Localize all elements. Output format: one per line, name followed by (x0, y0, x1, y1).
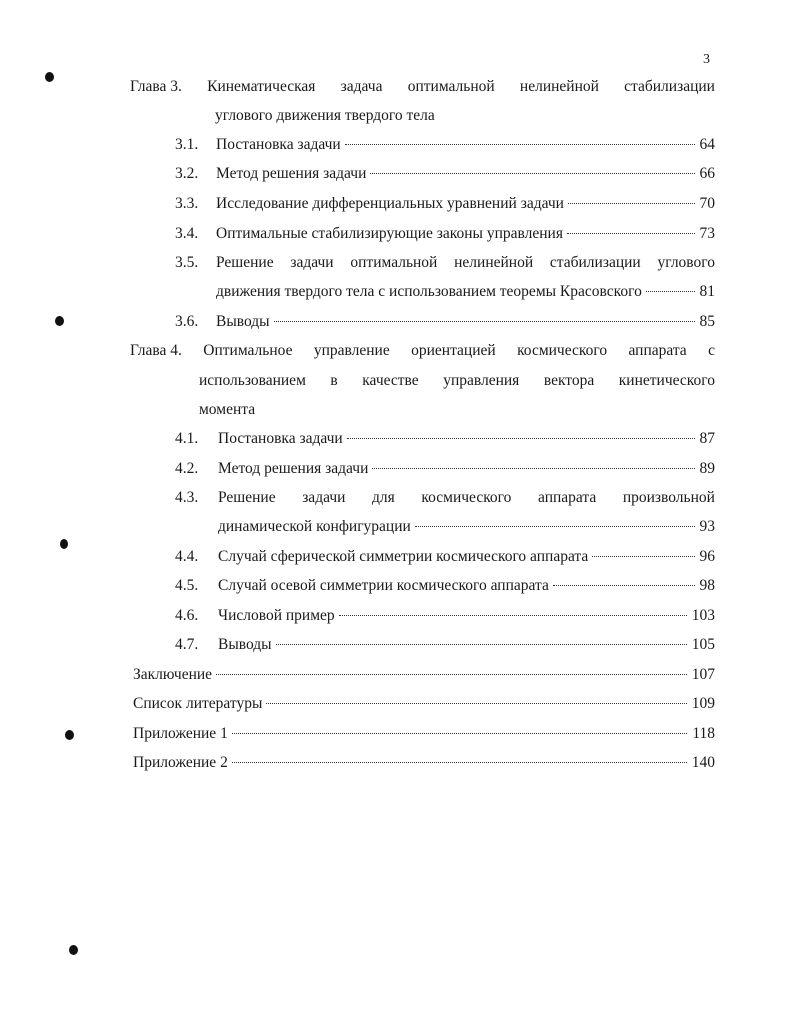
chapter3-label: Глава 3. (130, 78, 182, 95)
toc-num-3-5: 3.5. (175, 254, 199, 271)
toc-row-4-7[interactable]: 4.7. Выводы 105 (175, 636, 715, 653)
toc-row-conclusion[interactable]: Заключение 107 (133, 666, 715, 683)
dot-leader (232, 733, 687, 734)
toc-row-3-3[interactable]: 3.3. Исследование дифференциальных уравнений задачи 70 (175, 195, 715, 212)
chapter4-heading-line3: момента (199, 401, 256, 418)
dot-leader (553, 585, 695, 586)
scan-speck (65, 730, 74, 740)
toc-row-4-2[interactable]: 4.2. Метод решения задачи 89 (175, 460, 715, 477)
dot-leader (646, 291, 695, 292)
dot-leader (339, 615, 687, 616)
toc-row-4-3-line2[interactable]: динамической конфигурации 93 (218, 518, 715, 535)
dot-leader (232, 762, 687, 763)
dot-leader (567, 233, 695, 234)
scan-speck (69, 945, 78, 955)
toc-row-references[interactable]: Список литературы 109 (133, 695, 715, 712)
dot-leader (216, 674, 687, 675)
chapter4-label: Глава 4. (130, 342, 182, 359)
toc-row-4-1[interactable]: 4.1. Постановка задачи 87 (175, 430, 715, 447)
dot-leader (372, 468, 694, 469)
toc-row-3-1[interactable]: 3.1. Постановка задачи 64 (175, 136, 715, 153)
dot-leader (347, 438, 695, 439)
toc-row-3-4[interactable]: 3.4. Оптимальные стабилизирующие законы управления 73 (175, 225, 715, 242)
chapter3-heading-line2: углового движения твердого тела (215, 107, 435, 124)
scan-speck (55, 316, 64, 326)
toc-row-4-4[interactable]: 4.4. Случай сферической симметрии космического аппарата 96 (175, 548, 715, 565)
toc-row-appendix-1[interactable]: Приложение 1 118 (133, 725, 715, 742)
chapter4-heading-line1: Глава 4. Оптимальное управление ориентацией космического аппарата с (130, 342, 715, 359)
dot-leader (415, 526, 695, 527)
toc-row-appendix-2[interactable]: Приложение 2 140 (133, 754, 715, 771)
toc-row-4-6[interactable]: 4.6. Числовой пример 103 (175, 607, 715, 624)
dot-leader (274, 321, 695, 322)
dot-leader (592, 556, 694, 557)
toc-num-4-3: 4.3. (175, 489, 199, 506)
scan-speck (60, 539, 68, 549)
toc-row-3-6[interactable]: 3.6. Выводы 85 (175, 313, 715, 330)
dot-leader (266, 703, 686, 704)
chapter3-heading-line1: Глава 3. Кинематическая задача оптимальной нелинейной стабилизации (130, 78, 715, 95)
chapter4-heading-line2: использованием в качестве управления вектора кинетического (199, 372, 715, 389)
dot-leader (345, 144, 695, 145)
dot-leader (370, 173, 694, 174)
dot-leader (276, 644, 687, 645)
page-number: 3 (703, 52, 710, 67)
toc-row-3-5-line1[interactable]: Решение задачи оптимальной нелинейной стабилизации углового (216, 254, 715, 271)
toc-row-3-2[interactable]: 3.2. Метод решения задачи 66 (175, 165, 715, 182)
toc-row-3-5-line2[interactable]: движения твердого тела с использованием теоремы Красовского 81 (216, 283, 715, 300)
scan-speck (45, 72, 54, 82)
toc-row-4-3-line1[interactable]: Решение задачи для космического аппарата произвольной (218, 489, 715, 506)
toc-row-4-5[interactable]: 4.5. Случай осевой симметрии космического аппарата 98 (175, 577, 715, 594)
dot-leader (568, 203, 695, 204)
